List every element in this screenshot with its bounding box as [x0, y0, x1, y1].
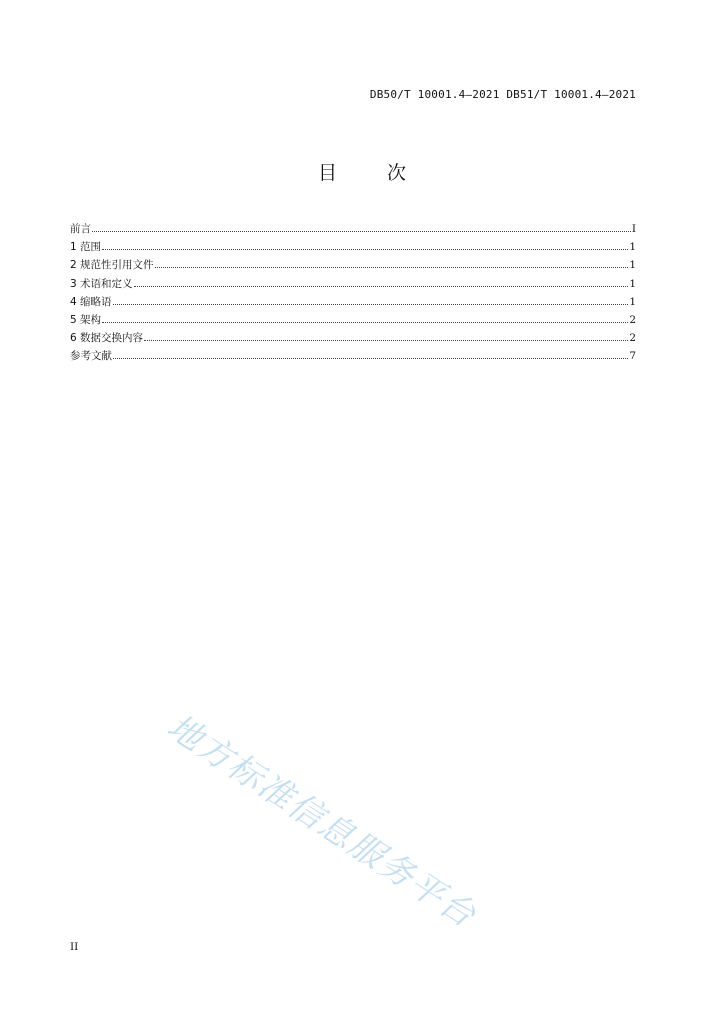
- toc-entry-label: 3 术语和定义: [70, 277, 133, 290]
- toc-entry-label: 6 数据交换内容: [70, 332, 144, 345]
- standard-code-header: DB50/T 10001.4—2021 DB51/T 10001.4—2021: [369, 88, 636, 101]
- toc-entry-label: 2 规范性引用文件: [70, 259, 154, 272]
- toc-entry-page: 7: [629, 350, 636, 363]
- toc-entry-label: 1 范围: [70, 241, 102, 254]
- toc-entry-label: 5 架构: [70, 313, 102, 326]
- dot-leader: [102, 249, 628, 250]
- watermark: 地方标准信息服务平台: [159, 706, 484, 937]
- toc-entry-terms-definitions[interactable]: [70, 275, 636, 293]
- toc-entry-abbreviations[interactable]: [70, 293, 636, 311]
- toc-entry-label: 参考文献: [70, 350, 112, 363]
- dot-leader: [113, 304, 629, 305]
- dot-leader: [113, 358, 628, 359]
- dot-leader: [155, 267, 629, 268]
- dot-leader: [92, 231, 631, 232]
- toc-entry-page: 1: [629, 277, 636, 290]
- toc-entry-data-exchange[interactable]: [70, 329, 636, 347]
- toc-entry-page: 1: [629, 241, 636, 254]
- toc-entry-label: 4 缩略语: [70, 295, 112, 308]
- toc-entry-foreword[interactable]: [70, 220, 636, 238]
- toc-entry-page: I: [631, 223, 636, 235]
- toc-entry-page: 2: [629, 332, 636, 345]
- toc-entry-label: 前言: [70, 223, 91, 235]
- toc-entry-page: 2: [629, 313, 636, 326]
- dot-leader: [102, 322, 628, 323]
- page-title: 目 次: [317, 162, 429, 184]
- toc-entry-bibliography[interactable]: [70, 347, 636, 365]
- dot-leader: [134, 286, 629, 287]
- page-number: II: [70, 941, 79, 953]
- toc-entry-normative-references[interactable]: [70, 256, 636, 274]
- toc-entry-page: 1: [629, 295, 636, 308]
- toc-entry-scope[interactable]: [70, 238, 636, 256]
- dot-leader: [144, 340, 628, 341]
- toc-entry-architecture[interactable]: [70, 311, 636, 329]
- table-of-contents: [70, 220, 636, 366]
- toc-entry-page: 1: [629, 259, 636, 272]
